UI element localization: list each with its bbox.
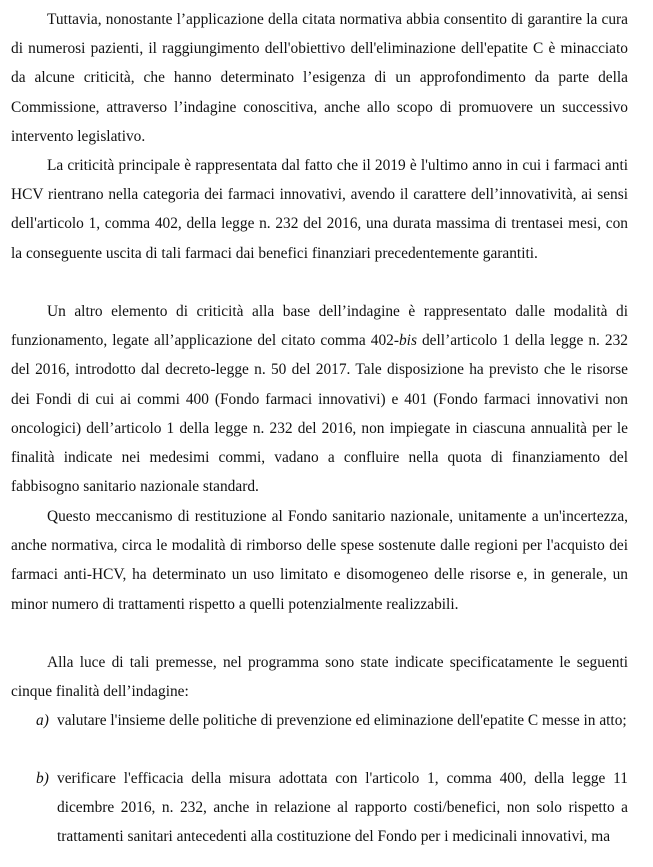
list-item-b: [11, 764, 628, 852]
paragraph-2-text: La criticità principale è rappresentata dal fatto che il 2019 è l'ultimo anno in cui i farmaci anti HCV rientrano nella categoria dei farmaci innovativi, avendo il carattere dell’innovatività, ai sensi dell'articolo 1, comma 402, della legge n. 232 del 2016, una durata massima di trentasei mesi, con la conseguente uscita di tali farmaci dai benefici finanziari precedentemente garantiti.: [11, 157, 628, 262]
list-marker-b: b): [36, 770, 49, 787]
paragraph-3-italic: bis: [398, 332, 417, 350]
list-marker-a: a): [36, 712, 49, 729]
list-item-a-text: valutare l'insieme delle politiche di prevenzione ed eliminazione dell'epatite C messe in atto;: [57, 712, 627, 729]
paragraph-1-text: Tuttavia, nonostante l’applicazione della citata normativa abbia consentito di garantire la cura di numerosi pazienti, il raggiungimento dell'obiettivo dell'eliminazione dell'epatite C è minacciato da alcune criticità, che hanno determinato l’esigenza di un approfondimento da parte della Commissione, attraverso l’indagine conoscitiva, anche allo scopo di promuovere un successivo intervento legislativo.: [11, 11, 628, 145]
paragraph-4-text: Questo meccanismo di restituzione al Fondo sanitario nazionale, unitamente a un'incertezza, anche normativa, circa le modalità di rimborso delle spese sostenute dalle regioni per l'acquisto dei farmaci anti-HCV, ha determinato un uso limitato e disomogeneo delle risorse e, in generale, un minor numero di trattamenti rispetto a quelli potenzialmente realizzabili.: [11, 508, 628, 613]
paragraph-4: [11, 502, 628, 619]
paragraph-1: [11, 5, 628, 151]
list-item-b-text: verificare l'efficacia della misura adottata con l'articolo 1, comma 400, della legge 11 dicembre 2016, n. 232, anche in relazione al rapporto costi/benefici, non solo rispetto a trattamenti sanitari antecedenti alla costituzione del Fondo per i medicinali innovativi, ma: [57, 770, 628, 846]
paragraph-3-text-after: dell’articolo 1 della legge n. 232 del 2016, introdotto dal decreto-legge n. 50 del 2017. Tale disposizione ha previsto che le risorse dei Fondi di cui ai commi 400 (Fondo farmaci innovativi) e 401 (Fondo farmaci innovativi non oncologici) dell’articolo 1 della legge n. 232 del 2016, non impiegate in ciascuna annualità per le finalità indicate nei medesimi commi, vadano a confluire nella quota di finanziamento del fabbisogno sanitario nazionale standard.: [11, 332, 628, 496]
paragraph-5-text: Alla luce di tali premesse, nel programma sono state indicate specificatamente le seguenti cinque finalità dell’indagine:: [11, 654, 628, 701]
paragraph-2: [11, 151, 628, 268]
paragraph-3-text-before: Un altro elemento di criticità alla base dell’indagine è rappresentato dalle modalità di funzionamento, legate all’applicazione del citato comma 402-: [11, 303, 628, 350]
list-item-a: [11, 706, 628, 735]
paragraph-5: [11, 648, 628, 706]
paragraph-3: [11, 297, 628, 501]
